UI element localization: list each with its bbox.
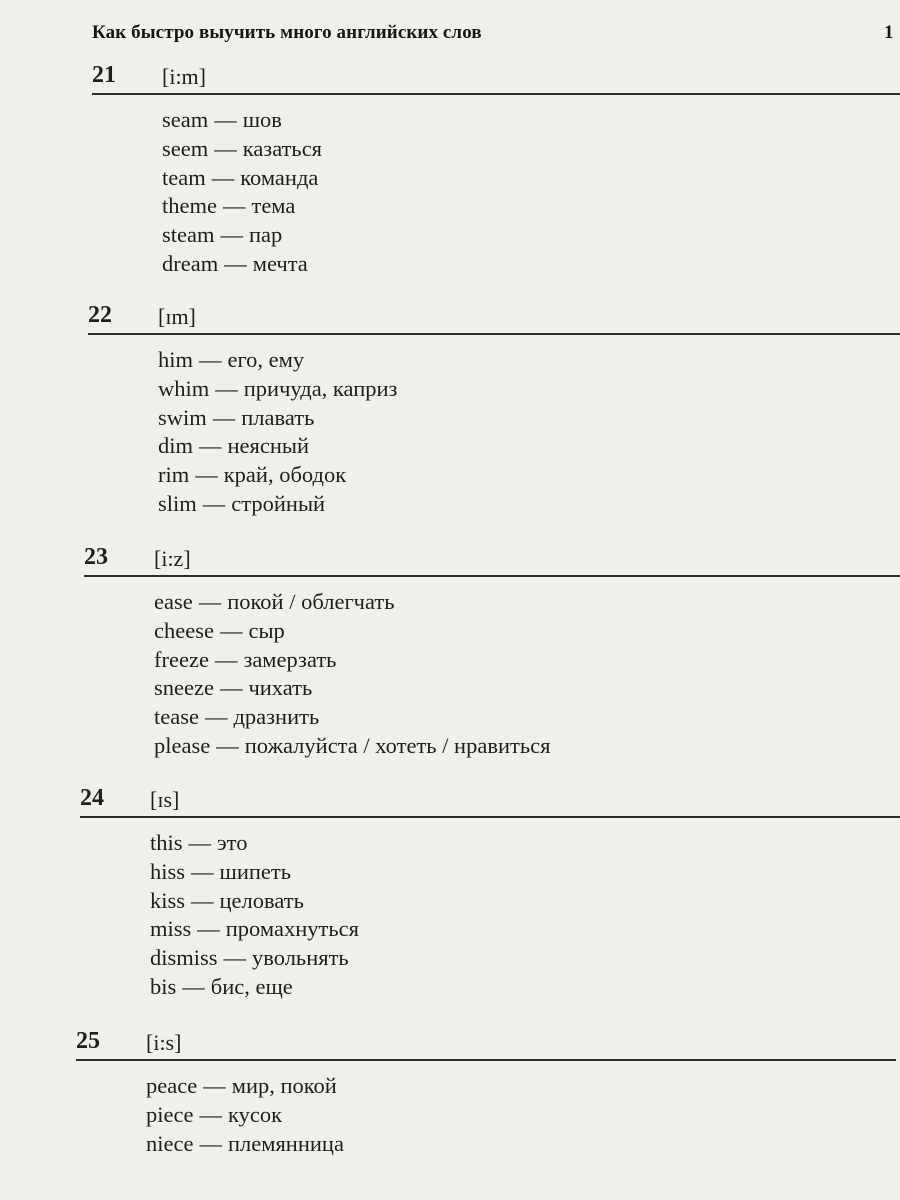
translation: причуда, каприз [243, 375, 398, 401]
dash: — [198, 589, 222, 614]
translation: мечта [252, 250, 308, 276]
list-item [158, 375, 397, 404]
section-phoneme: [i:m] [162, 64, 206, 89]
list-item [150, 858, 359, 887]
english-word: whim [158, 375, 210, 401]
list-item [146, 1072, 344, 1101]
section-phoneme: [ɪs] [150, 787, 180, 812]
english-word: miss [150, 916, 192, 942]
translation: целовать [219, 887, 304, 913]
section-rule [76, 1059, 896, 1061]
english-word: cheese [154, 617, 214, 643]
list-item [162, 164, 322, 193]
section-phoneme: [ɪm] [158, 304, 196, 329]
entry-list [158, 346, 397, 519]
list-item [158, 346, 397, 375]
list-item [162, 221, 322, 250]
section-number: 23 [84, 544, 108, 570]
translation: шов [242, 107, 282, 132]
running-head-title: Как быстро выучить много английских слов [92, 22, 482, 43]
english-word: bis [150, 973, 177, 999]
translation: дразнить [233, 704, 320, 730]
translation: мир, покой [231, 1073, 337, 1098]
english-word: hiss [150, 858, 186, 884]
english-word: tease [154, 704, 199, 730]
dash: — [202, 490, 226, 516]
translation: замерзать [243, 646, 337, 672]
dash: — [212, 404, 236, 430]
translation: сыр [248, 617, 285, 643]
list-item [162, 106, 322, 135]
dash: — [199, 347, 222, 372]
dash: — [223, 945, 247, 971]
translation: пар [248, 222, 283, 248]
dash: — [204, 704, 228, 730]
list-item [150, 829, 359, 858]
dash: — [199, 433, 222, 459]
english-word: swim [158, 404, 207, 430]
english-word: theme [162, 193, 217, 219]
english-word: seam [162, 107, 209, 132]
translation: покой / облегчать [227, 589, 395, 614]
english-word: this [150, 830, 183, 855]
english-word: please [154, 732, 211, 758]
list-item [158, 490, 397, 519]
entry-list [162, 106, 322, 279]
list-item [158, 432, 397, 461]
translation: увольнять [252, 945, 349, 971]
list-item [162, 192, 322, 221]
translation: казаться [242, 135, 323, 161]
section-rule [92, 93, 900, 95]
dash: — [214, 107, 237, 132]
english-word: him [158, 347, 194, 372]
dash: — [219, 675, 243, 701]
section-number: 22 [88, 302, 112, 328]
list-item [150, 944, 359, 973]
english-word: seem [162, 135, 209, 161]
section-phoneme: [i:s] [146, 1030, 182, 1055]
english-word: slim [158, 490, 197, 516]
english-word: piece [146, 1101, 194, 1127]
list-item [158, 461, 397, 490]
dash: — [199, 1130, 222, 1156]
list-item [150, 973, 359, 1002]
section-rule [80, 816, 900, 818]
list-item [154, 588, 550, 617]
entry-list [150, 829, 359, 1002]
dash: — [214, 135, 237, 161]
section-number: 25 [76, 1028, 100, 1054]
section-number: 21 [92, 62, 116, 88]
entry-list [154, 588, 550, 761]
translation: промахнуться [225, 916, 359, 942]
list-item [146, 1130, 344, 1159]
dash: — [199, 1101, 222, 1127]
dash: — [191, 858, 214, 884]
section-number: 24 [80, 785, 104, 811]
list-item [162, 135, 322, 164]
dash: — [219, 617, 243, 643]
page-number: 1 [884, 22, 894, 43]
dash: — [211, 164, 235, 190]
translation: стройный [231, 490, 326, 516]
list-item [150, 915, 359, 944]
dash: — [214, 646, 238, 672]
english-word: ease [154, 589, 193, 614]
translation: шипеть [219, 858, 292, 884]
list-item [154, 732, 550, 761]
list-item [158, 404, 397, 433]
dash: — [203, 1073, 226, 1098]
translation: тема [251, 193, 296, 219]
dash: — [182, 973, 205, 999]
dash: — [224, 250, 247, 276]
translation: пожалуйста / хотеть / нравиться [244, 732, 551, 758]
translation: чихать [248, 675, 313, 701]
dash: — [222, 193, 246, 219]
dash: — [188, 830, 212, 855]
section-rule [84, 575, 900, 577]
translation: это [217, 830, 248, 855]
entry-list [146, 1072, 344, 1158]
dash: — [220, 222, 243, 248]
english-word: freeze [154, 646, 209, 672]
translation: команда [240, 164, 319, 190]
translation: племянница [227, 1130, 344, 1156]
dash: — [195, 462, 218, 488]
english-word: dismiss [150, 945, 218, 971]
english-word: team [162, 164, 206, 190]
translation: кусок [227, 1101, 282, 1127]
english-word: dim [158, 433, 194, 459]
english-word: dream [162, 250, 219, 276]
list-item [146, 1101, 344, 1130]
dash: — [197, 916, 220, 942]
dash: — [216, 732, 239, 758]
translation: плавать [241, 404, 315, 430]
translation: бис, еще [210, 973, 293, 999]
section-rule [88, 333, 900, 335]
english-word: steam [162, 222, 215, 248]
dash: — [215, 375, 238, 401]
english-word: niece [146, 1130, 194, 1156]
translation: его, ему [227, 347, 305, 372]
english-word: peace [146, 1073, 198, 1098]
list-item [154, 674, 550, 703]
english-word: kiss [150, 887, 186, 913]
list-item [150, 887, 359, 916]
section-phoneme: [i:z] [154, 546, 191, 571]
translation: край, ободок [223, 462, 347, 488]
english-word: rim [158, 462, 190, 488]
list-item [154, 703, 550, 732]
translation: неясный [227, 433, 310, 459]
list-item [162, 250, 322, 279]
list-item [154, 646, 550, 675]
list-item [154, 617, 550, 646]
english-word: sneeze [154, 675, 214, 701]
dash: — [191, 887, 214, 913]
